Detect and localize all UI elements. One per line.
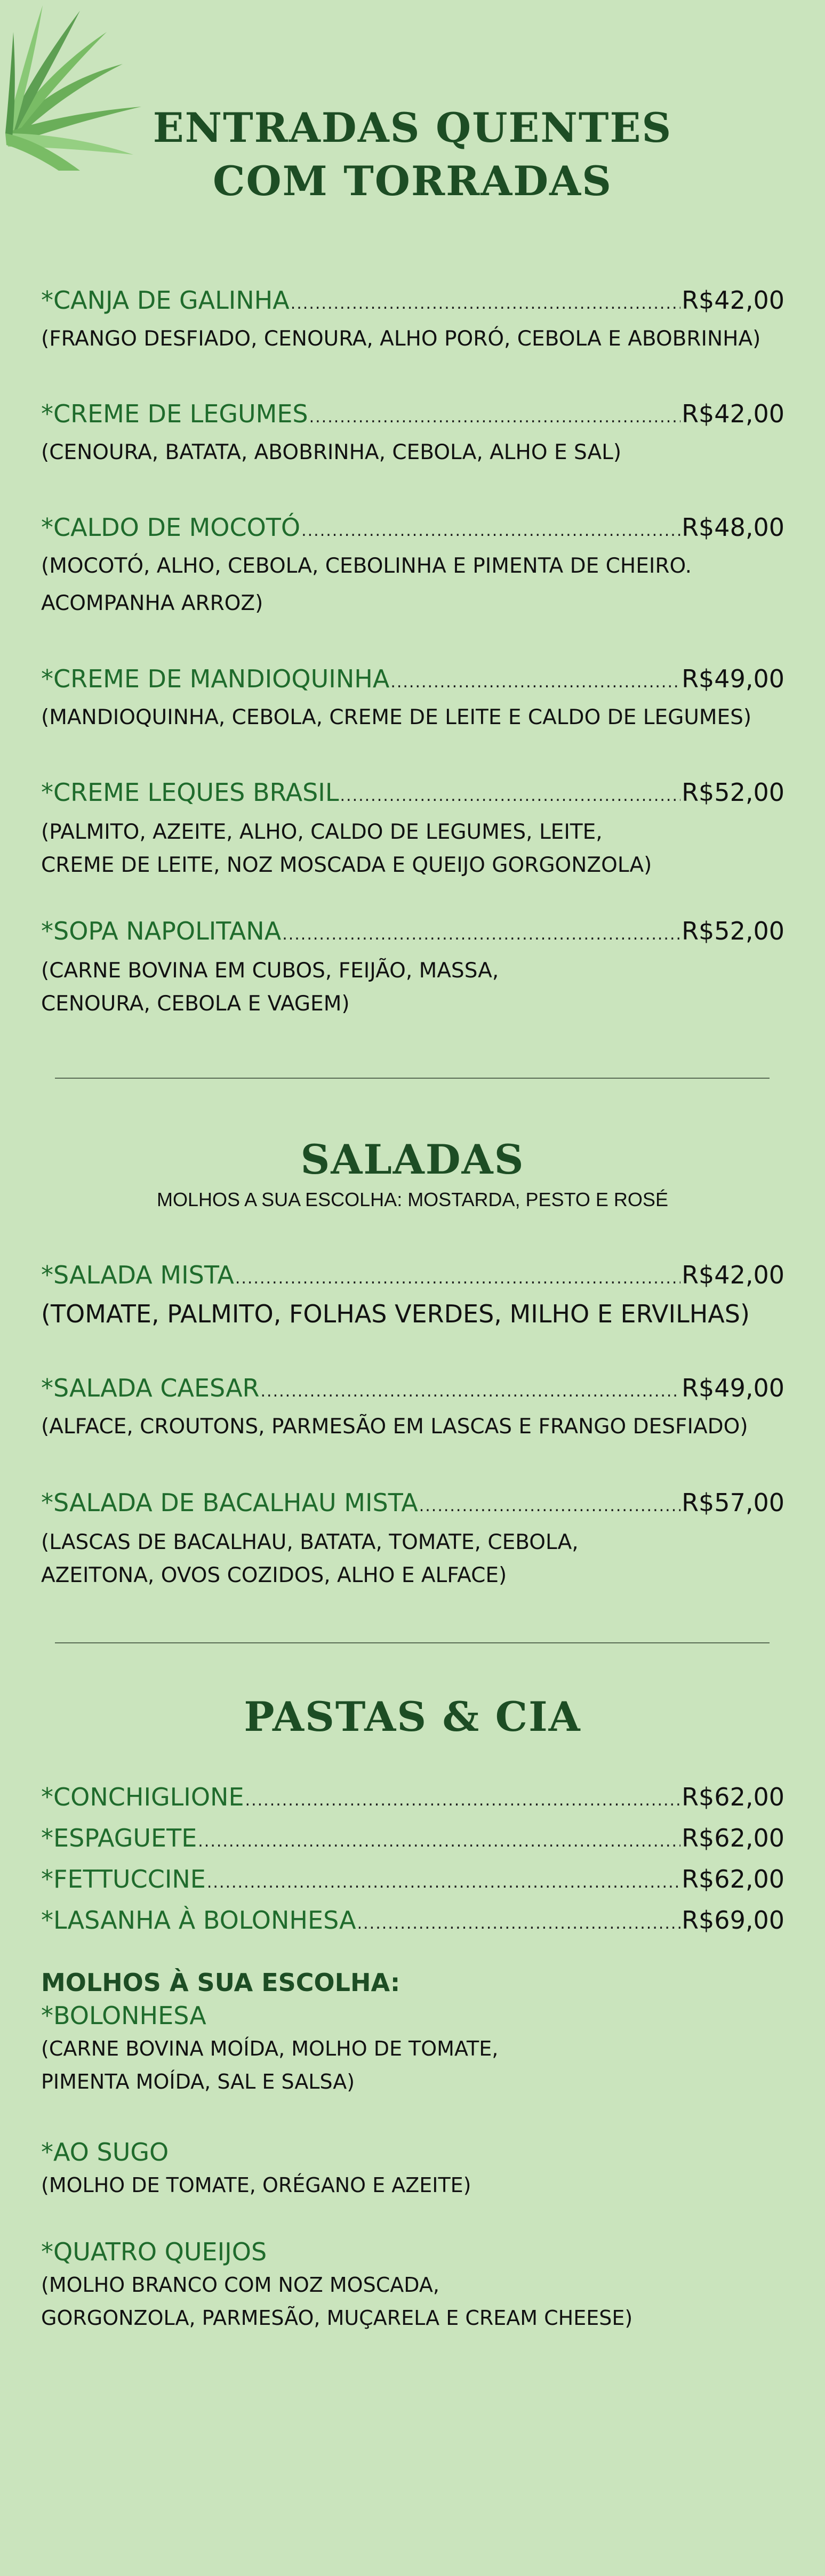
item-price: R$52,00: [682, 917, 784, 945]
item-price: R$62,00: [682, 1783, 784, 1811]
item-price: R$42,00: [682, 399, 784, 428]
item-description: CREME DE LEITE, NOZ MOSCADA E QUEIJO GORGONZOLA): [41, 853, 652, 877]
menu-item: [41, 1819, 784, 1860]
item-description: (FRANGO DESFIADO, CENOURA, ALHO PORÓ, CEBOLA E ABOBRINHA): [41, 327, 761, 351]
item-name: *FETTUCCINE: [41, 1865, 206, 1893]
item-name: *LASANHA À BOLONHESA: [41, 1906, 356, 1935]
sauce-description: PIMENTA MOÍDA, SAL E SALSA): [41, 2070, 355, 2093]
section-entradas: [0, 101, 825, 208]
item-name: *SOPA NAPOLITANA: [41, 917, 282, 945]
item-price: R$42,00: [682, 286, 784, 315]
item-price: R$42,00: [682, 1261, 784, 1289]
menu-item: [0, 284, 788, 358]
item-price: R$69,00: [682, 1906, 784, 1935]
sauce-name: *BOLONHESA: [41, 2001, 206, 2030]
item-price: R$62,00: [682, 1824, 784, 1852]
item-description: (TOMATE, PALMITO, FOLHAS VERDES, MILHO E ERVILHAS): [41, 1299, 750, 1328]
sauce-description: (MOLHO DE TOMATE, ORÉGANO E AZEITE): [41, 2173, 471, 2197]
menu-item: [41, 1860, 784, 1901]
section-divider: [55, 1642, 770, 1643]
item-description: (ALFACE, CROUTONS, PARMESÃO EM LASCAS E FRANGO DESFIADO): [41, 1415, 748, 1439]
item-name: *SALADA CAESAR: [41, 1374, 260, 1402]
menu-item: [0, 397, 788, 471]
item-price: R$48,00: [682, 513, 784, 542]
item-name: *CONCHIGLIONE: [41, 1783, 244, 1811]
item-description: (MANDIOQUINHA, CEBOLA, CREME DE LEITE E CALDO DE LEGUMES): [41, 705, 752, 729]
item-description: CENOURA, CEBOLA E VAGEM): [41, 992, 350, 1016]
menu-item: [0, 914, 788, 1021]
section-subtitle: MOLHOS A SUA ESCOLHA: MOSTARDA, PESTO E ROSÉ: [157, 1189, 668, 1210]
menu-item: [0, 1486, 788, 1592]
menu-item: [0, 1371, 788, 1446]
item-description: ACOMPANHA ARROZ): [41, 591, 263, 615]
item-name: *ESPAGUETE: [41, 1824, 197, 1852]
sauce-description: (CARNE BOVINA MOÍDA, MOLHO DE TOMATE,: [41, 2037, 499, 2060]
item-price: R$52,00: [682, 778, 784, 807]
item-description: (CENOURA, BATATA, ABOBRINHA, CEBOLA, ALHO E SAL): [41, 440, 622, 464]
menu-item: [0, 1258, 788, 1333]
sauce-description: GORGONZOLA, PARMESÃO, MUÇARELA E CREAM CHEESE): [41, 2306, 633, 2330]
menu-item: [0, 776, 788, 882]
section-saladas: [0, 1133, 825, 1211]
item-name: *CALDO DE MOCOTÓ: [41, 513, 301, 542]
item-price: R$49,00: [682, 664, 784, 693]
item-price: R$49,00: [682, 1374, 784, 1402]
section-title: SALADAS: [300, 1136, 525, 1183]
item-description: (LASCAS DE BACALHAU, BATATA, TOMATE, CEBOLA,: [41, 1530, 579, 1554]
section-divider: [55, 1078, 770, 1079]
section-title: ENTRADAS QUENTES: [153, 104, 672, 151]
item-description: AZEITONA, OVOS COZIDOS, ALHO E ALFACE): [41, 1563, 507, 1587]
menu-item: [41, 1778, 784, 1819]
item-name: *CANJA DE GALINHA: [41, 286, 290, 315]
item-price: R$57,00: [682, 1488, 784, 1517]
sauce-item: [0, 2136, 471, 2202]
section-title: PASTAS & CIA: [244, 1693, 581, 1740]
menu-item: [0, 662, 788, 736]
item-description: (PALMITO, AZEITE, ALHO, CALDO DE LEGUMES, LEITE,: [41, 820, 603, 844]
sauces-section: [0, 1966, 498, 2098]
item-name: *SALADA MISTA: [41, 1261, 234, 1289]
sauce-item: [0, 2235, 632, 2334]
menu-item: [0, 511, 788, 622]
sauce-name: *QUATRO QUEIJOS: [41, 2237, 267, 2266]
item-name: *CREME DE LEGUMES: [41, 399, 308, 428]
section-title: COM TORRADAS: [212, 157, 613, 205]
item-name: *CREME LEQUES BRASIL: [41, 778, 339, 807]
item-description: (CARNE BOVINA EM CUBOS, FEIJÃO, MASSA,: [41, 959, 499, 983]
pasta-list: [0, 1778, 784, 1943]
item-name: *SALADA DE BACALHAU MISTA: [41, 1488, 418, 1517]
sauce-name: *AO SUGO: [41, 2138, 169, 2166]
item-description: (MOCOTÓ, ALHO, CEBOLA, CEBOLINHA E PIMENTA DE CHEIRO.: [41, 554, 692, 578]
item-price: R$62,00: [682, 1865, 784, 1893]
section-pastas: [0, 1690, 825, 1744]
menu-item: [41, 1901, 784, 1943]
item-name: *CREME DE MANDIOQUINHA: [41, 664, 390, 693]
sauces-heading: MOLHOS À SUA ESCOLHA:: [41, 1968, 401, 1997]
sauce-description: (MOLHO BRANCO COM NOZ MOSCADA,: [41, 2273, 439, 2297]
